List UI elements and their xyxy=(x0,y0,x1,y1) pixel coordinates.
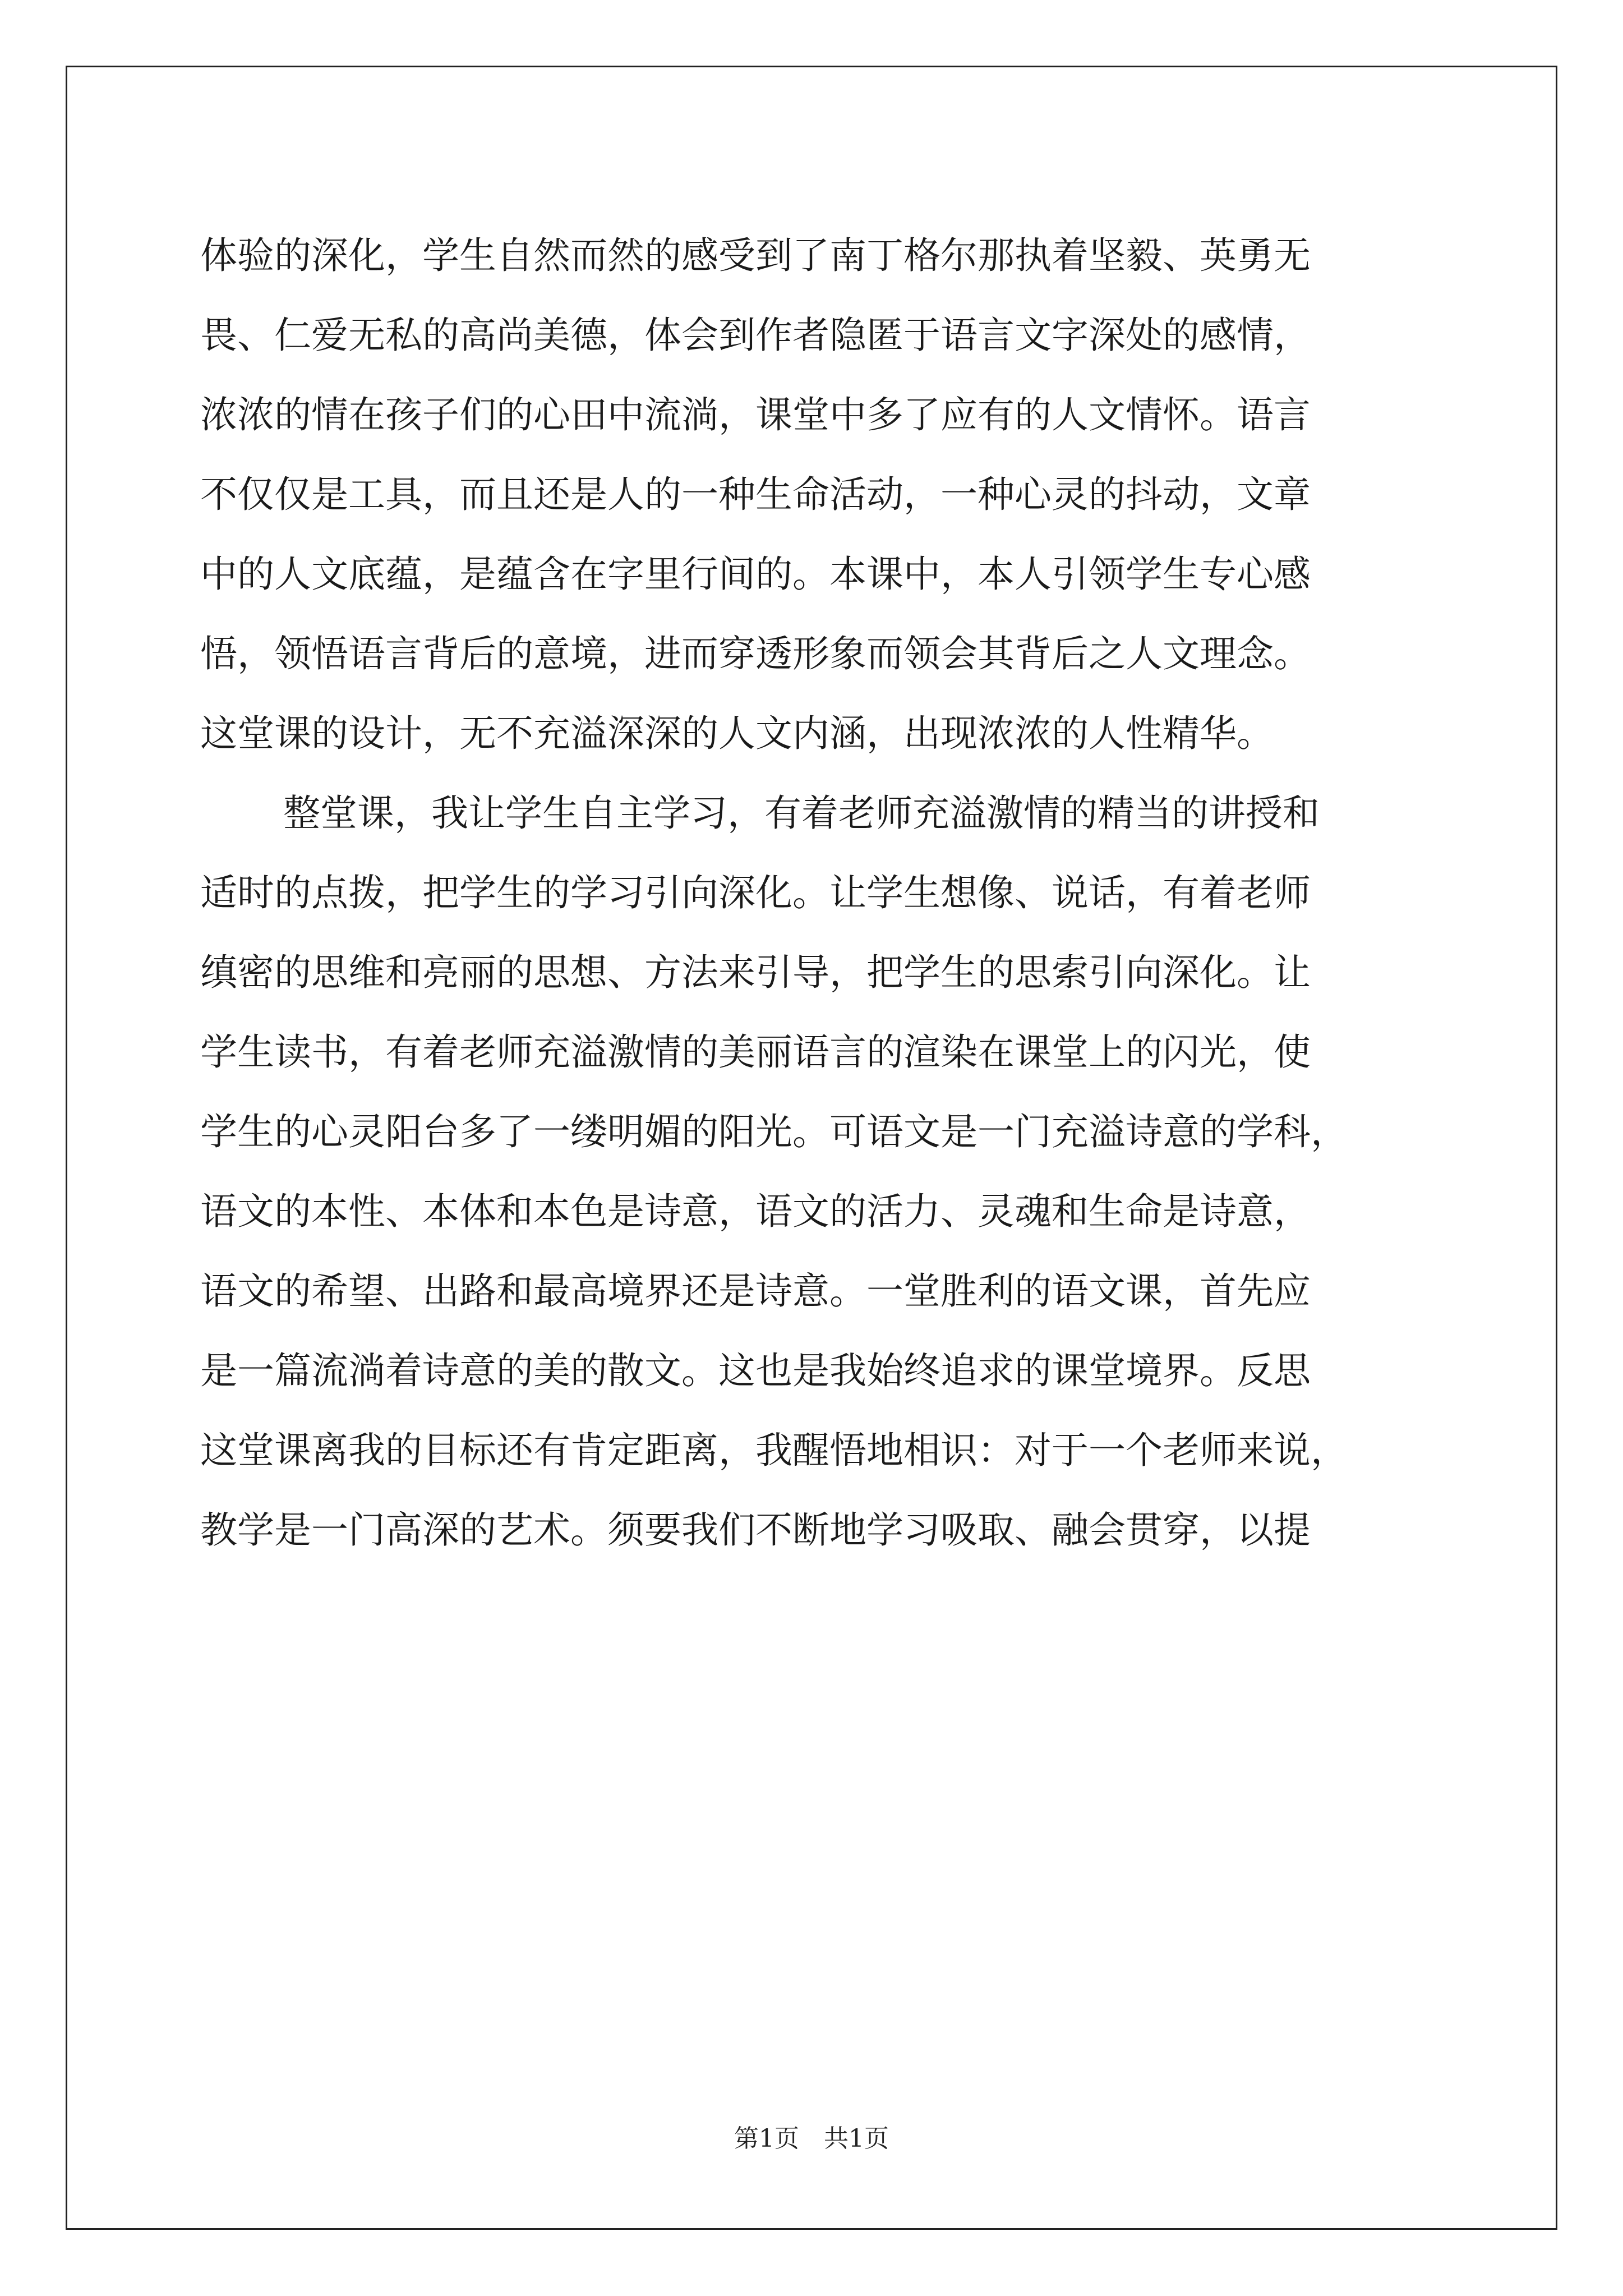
document-body xyxy=(200,216,1456,1570)
paragraph-start-line: 整堂课，我让学生自主学习，有着老师充溢激情的精当的讲授和 xyxy=(283,792,1320,835)
text-line-2: 畏、仁爱无私的高尚美德，体会到作者隐匿于语言文字深处的感情， xyxy=(200,314,1311,357)
text-line-15: 是一篇流淌着诗意的美的散文。这也是我始终追求的课堂境界。反思 xyxy=(200,1349,1311,1392)
text-line-1: 体验的深化，学生自然而然的感受到了南丁格尔那执着坚毅、英勇无 xyxy=(200,234,1311,277)
text-line-12: 学生的心灵阳台多了一缕明媚的阳光。可语文是一门充溢诗意的学科， xyxy=(200,1110,1348,1153)
text-line-5: 中的人文底蕴，是蕴含在字里行间的。本课中，本人引领学生专心感 xyxy=(200,553,1311,596)
page-number-footer: 第1页 共1页 xyxy=(734,2124,889,2153)
text-line-7: 这堂课的设计，无不充溢深深的人文内涵，出现浓浓的人性精华。 xyxy=(200,712,1274,755)
text-line-6: 悟，领悟语言背后的意境，进而穿透形象而领会其背后之人文理念。 xyxy=(200,632,1311,675)
text-line-16: 这堂课离我的目标还有肯定距离，我醒悟地相识：对于一个老师来说， xyxy=(200,1429,1348,1472)
text-line-10: 缜密的思维和亮丽的思想、方法来引导，把学生的思索引向深化。让 xyxy=(200,951,1311,994)
text-line-14: 语文的希望、出路和最高境界还是诗意。一堂胜利的语文课，首先应 xyxy=(200,1269,1311,1313)
text-line-3: 浓浓的情在孩子们的心田中流淌，课堂中多了应有的人文情怀。语言 xyxy=(200,393,1311,436)
text-line-13: 语文的本性、本体和本色是诗意，语文的活力、灵魂和生命是诗意， xyxy=(200,1190,1311,1233)
text-line-17: 教学是一门高深的艺术。须要我们不断地学习吸取、融会贯穿，以提 xyxy=(200,1508,1311,1552)
text-line-9: 适时的点拨，把学生的学习引向深化。让学生想像、说话，有着老师 xyxy=(200,871,1311,914)
text-line-11: 学生读书，有着老师充溢激情的美丽语言的渲染在课堂上的闪光，使 xyxy=(200,1030,1311,1074)
text-line-4: 不仅仅是工具，而且还是人的一种生命活动，一种心灵的抖动，文章 xyxy=(200,473,1311,516)
